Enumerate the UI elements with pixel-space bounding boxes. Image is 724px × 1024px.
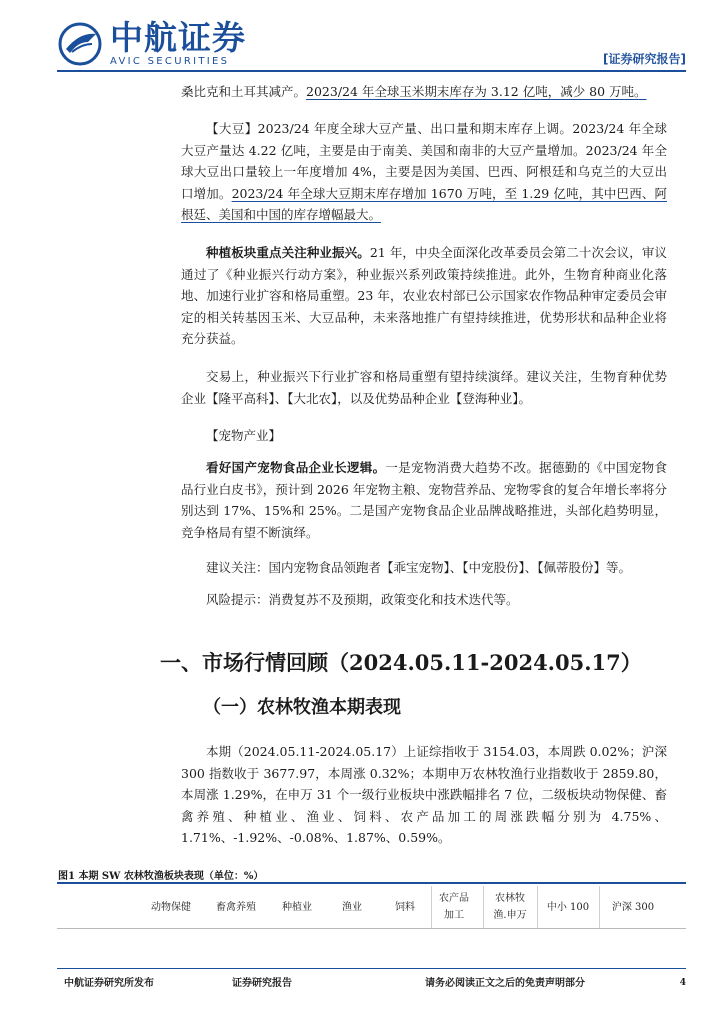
footer-report-type: 证券研究报告: [232, 978, 292, 989]
underlined-text: 2023/24 年全球玉米期末库存为 3.12 亿吨，减少 80 万吨。: [306, 84, 647, 99]
lead-sentence: 看好国产宠物食品企业长逻辑。: [206, 460, 386, 475]
figure-column-header: 种植业: [282, 901, 312, 913]
figure-caption: 图1 本期 SW 农林牧渔板块表现（单位：%）: [58, 871, 264, 882]
column-divider: [599, 886, 600, 928]
header-divider: [57, 70, 686, 72]
figure-column-header: 动物保健: [151, 901, 191, 913]
figure-column-header: 畜禽养殖: [216, 901, 256, 913]
page-number: 4: [679, 978, 686, 988]
footer-divider: [57, 968, 686, 969]
paragraph-market-review: 本期（2024.05.11-2024.05.17）上证综指收于 3154.03，本周跌 0.02%；沪深 300 指数收于 3677.97，本周涨 0.32%；本期申万农林牧渔行业指数收于 2859.80，本周涨 1.29%，在申万 31 个一级行业板块中涨跌幅排名 7 位，二级板块动物保健、畜禽养殖、种植业、渔业、饲料、农产品加工的周涨跌幅分别为 4.75%、1.71%、-1.92%、-0.08%、1.87%、0.59%。: [181, 744, 667, 845]
logo-name-en: AVIC SECURITIES: [110, 56, 230, 67]
column-divider: [483, 886, 484, 928]
logo-name-cn: 中航证券: [110, 18, 246, 57]
figure-top-rule: [57, 882, 686, 884]
lead-sentence: 种植板块重点关注种业振兴。: [206, 245, 370, 260]
section-heading: 一、市场行情回顾（2024.05.11-2024.05.17）: [160, 650, 642, 675]
paragraph-risk-warning: 风险提示：消费复苏不及预期，政策变化和技术迭代等。: [206, 592, 519, 607]
section-label-pet: 【宠物产业】: [206, 428, 282, 443]
footer-publisher: 中航证券研究所发布: [64, 978, 154, 989]
subsection-heading: （一）农林牧渔本期表现: [203, 697, 401, 718]
figure-column-header: 沪深 300: [611, 901, 655, 913]
figure-column-header: 农林牧渔.申万: [493, 893, 527, 921]
figure-column-header: 渔业: [342, 901, 362, 913]
figure-column-header: 农产品加工: [439, 893, 469, 921]
page-header: [0, 0, 724, 80]
report-type-label: [证券研究报告]: [603, 52, 686, 66]
figure-column-header: 饲料: [395, 901, 415, 913]
footer-disclaimer: 请务必阅读正文之后的免责声明部分: [425, 978, 585, 989]
paragraph-soybean: 【大豆】2023/24 年度全球大豆产量、出口量和期末库存上调。2023/24 年全球大豆产量达 4.22 亿吨，主要是由于南美、美国和南非的大豆产量增加。2023/24 年全球大豆出口量较上一年度增加 4%，主要是因为美国、巴西、阿根廷和乌克兰的大豆出口增加。2023/24 年全球大豆期末库存增加 1670 万吨，至 1.29 亿吨，其中巴西、阿根廷、美国和中国的库存增幅最大。: [181, 121, 667, 222]
paragraph-trading-suggestion: 交易上，种业振兴下行业扩容和格局重塑有望持续演绎。建议关注，生物育种优势企业【隆平高科】、【大北农】，以及优势品种企业【登海种业】。: [181, 369, 667, 406]
paragraph-seed-industry: 种植板块重点关注种业振兴。21 年，中央全面深化改革委员会第二十次会议，审议通过了《种业振兴行动方案》，种业振兴系列政策持续推进。此外，生物育种商业化落地、加速行业扩容和格局重塑。23 年，农业农村部已公示国家农作物品种审定委员会审定的相关转基因玉米、大豆品种，未来落地推广有望持续推进，优势形状和品种企业将充分获益。: [181, 245, 667, 346]
underlined-text: 2023/24 年全球大豆期末库存增加 1670 万吨，至 1.29 亿吨，其中巴西、阿根廷、美国和中国的库存增幅最大。: [181, 185, 667, 222]
column-divider: [431, 886, 432, 928]
paragraph-corn-tail: 桑比克和土耳其减产。2023/24 年全球玉米期末库存为 3.12 亿吨，减少 80 万吨。: [181, 84, 647, 99]
paragraph-pet-food: 看好国产宠物食品企业长逻辑。一是宠物消费大趋势不改。据德勤的《中国宠物食品行业白皮书》，预计到 2026 年宠物主粮、宠物营养品、宠物零食的复合年增长率将分别达到 17%、15%和 25%。二是国产宠物食品企业品牌战略推进，头部化趋势明显，竞争格局有望不断演绎。: [181, 460, 667, 540]
figure-column-headers: [57, 886, 686, 929]
column-divider: [537, 886, 538, 928]
paragraph-pet-suggestion: 建议关注：国内宠物食品领跑者【乖宝宠物】、【中宠股份】、【佩蒂股份】等。: [206, 560, 632, 575]
figure-column-header: 中小 100: [546, 901, 590, 913]
avic-logo-icon: [58, 22, 102, 66]
